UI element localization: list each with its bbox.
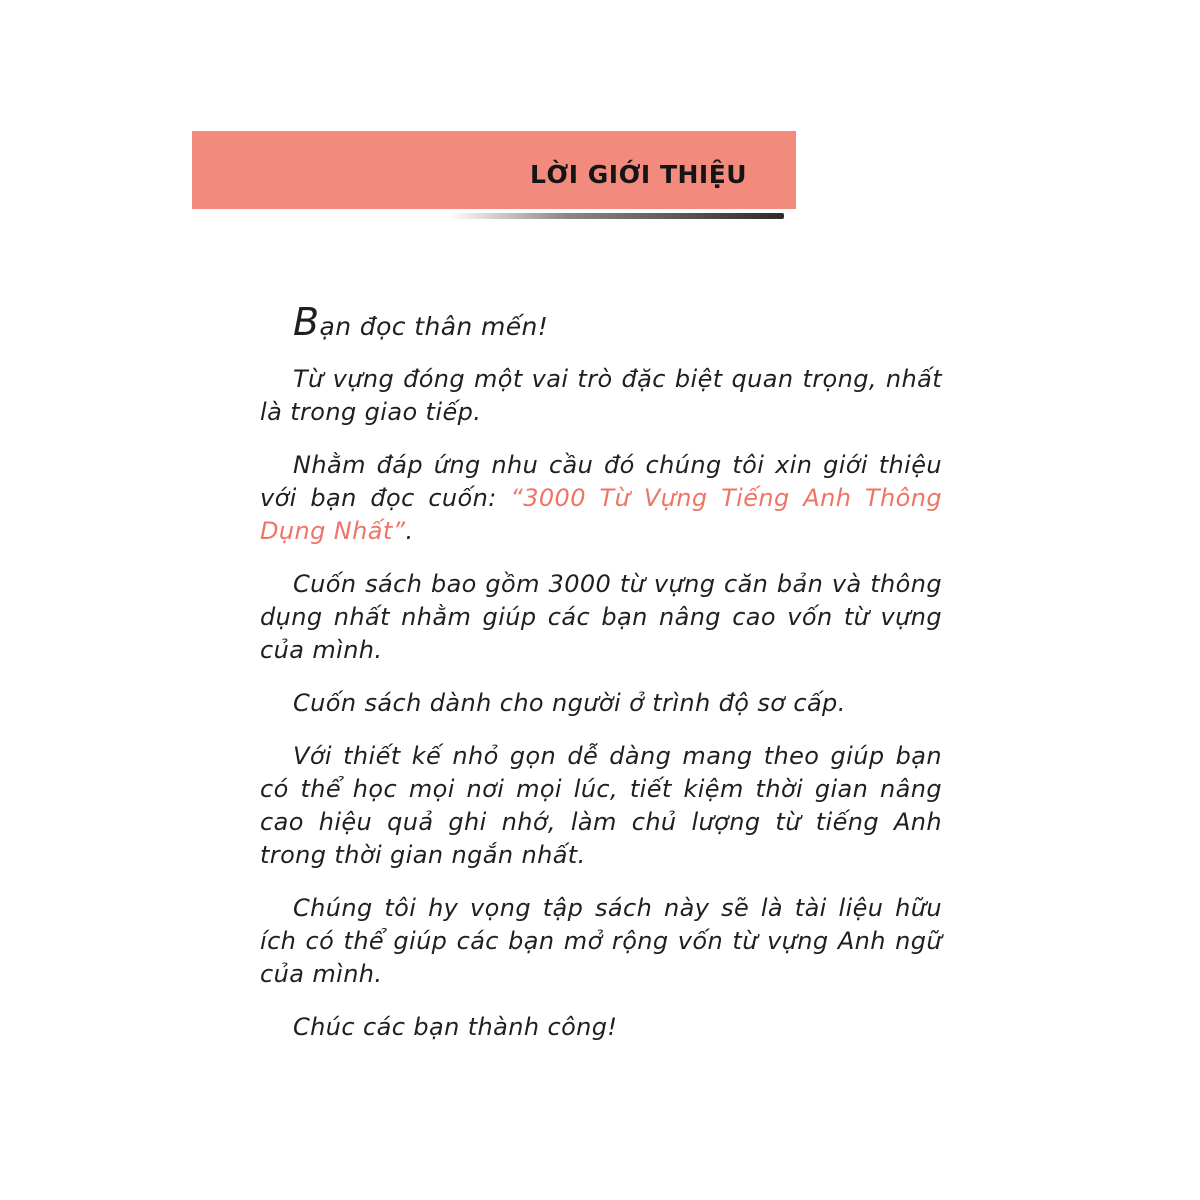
salutation-initial: B: [293, 300, 320, 344]
paragraph-book-contents: Cuốn sách bao gồm 3000 từ vựng căn bản và thông dụng nhất nhằm giúp các bạn nâng cao vốn từ vựng của mình.: [260, 570, 942, 664]
introduction-text: [260, 300, 942, 1064]
paragraph-book-intro-text: Nhằm đáp ứng nhu cầu đó chúng tôi xin giới thiệu với bạn đọc cuốn:: [260, 451, 942, 512]
paragraph-target-level: Cuốn sách dành cho người ở trình độ sơ cấp.: [293, 689, 846, 717]
paragraph-book-introduction: [260, 449, 942, 548]
book-title: “3000 Từ Vựng Tiếng Anh Thông Dụng Nhất”: [260, 484, 942, 545]
closing-line: Chúc các bạn thành công!: [293, 1013, 618, 1041]
paragraph-vocabulary-importance: Từ vựng đóng một vai trò đặc biệt quan trọng, nhất là trong giao tiếp.: [260, 365, 942, 426]
paragraph-hope: Chúng tôi hy vọng tập sách này sẽ là tài liệu hữu ích có thể giúp các bạn mở rộng vốn từ vựng Anh ngữ của mình.: [260, 894, 942, 988]
paragraph-compact-design: Với thiết kế nhỏ gọn dễ dàng mang theo giúp bạn có thể học mọi nơi mọi lúc, tiết kiệm thời gian nâng cao hiệu quả ghi nhớ, làm chủ lượng từ tiếng Anh trong thời gian ngắn nhất.: [260, 742, 942, 869]
salutation-rest: ạn đọc thân mến!: [319, 312, 549, 341]
paragraph-book-intro-end: .: [405, 517, 414, 545]
page-title: LỜI GIỚI THIỆU: [530, 160, 748, 189]
header-underline: [448, 213, 784, 219]
salutation: [260, 300, 942, 344]
